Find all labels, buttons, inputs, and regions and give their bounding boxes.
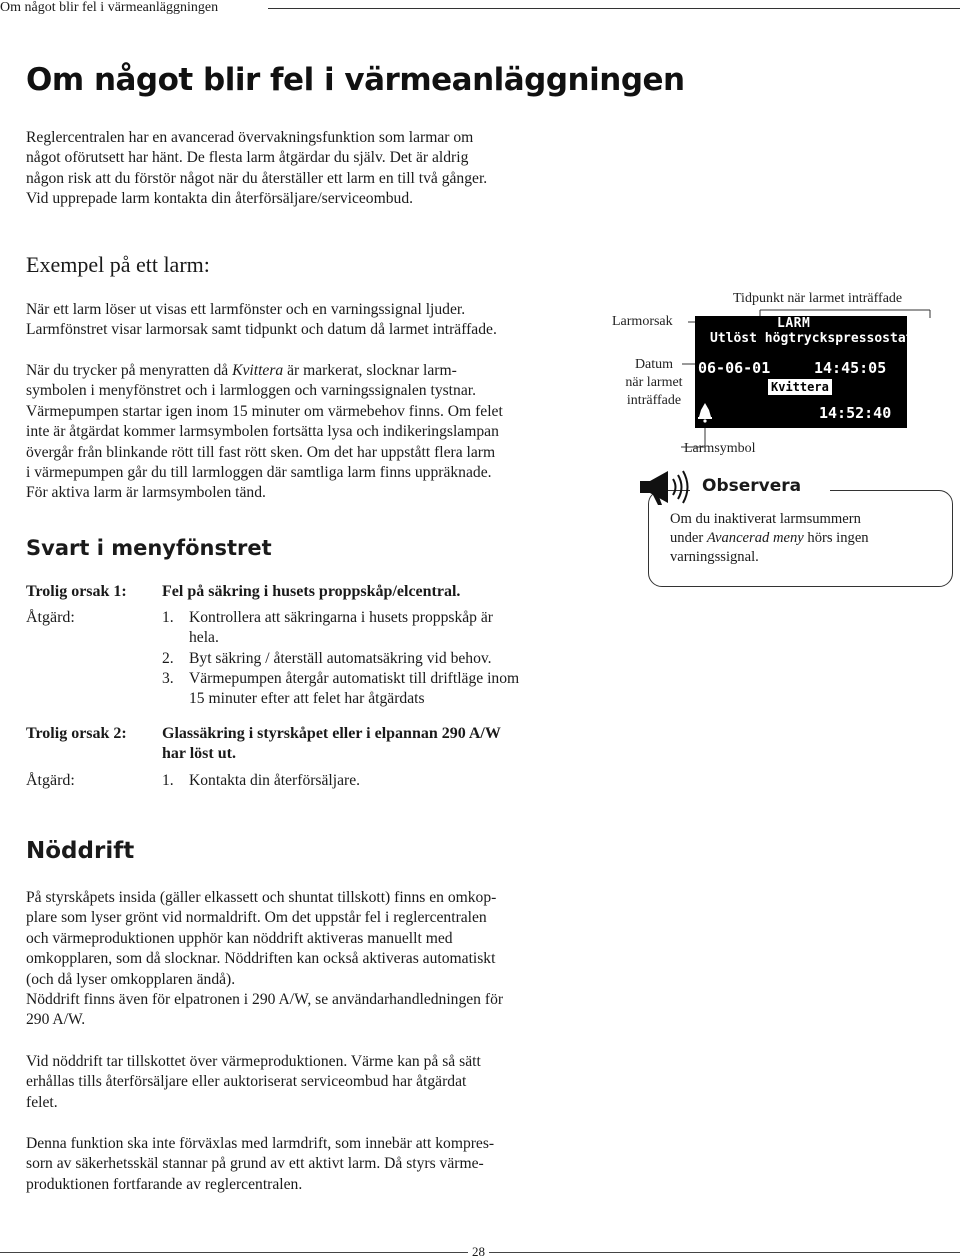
display-current-time: 14:52:40: [819, 404, 892, 422]
example-heading: Exempel på ett larm:: [26, 252, 210, 277]
display-title: LARM: [777, 316, 811, 331]
paragraph-line: Vid nöddrift tar tillskottet över värmeproduktionen. Värme kan på så sätt: [26, 1053, 481, 1070]
item-line: hela.: [189, 629, 219, 647]
paragraph-line: och värmeproduktionen upphör kan nöddrift aktiveras manuellt med: [26, 929, 453, 947]
kvittera-term: Kvittera: [232, 362, 284, 379]
cause-line: Glassäkring i styrskåpet eller i elpannan 290 A/W: [162, 725, 501, 742]
display-date: 06-06-01: [698, 359, 771, 377]
item-line: Kontrollera att säkringarna i husets proppskåp är: [189, 609, 493, 626]
cause-1-label: Trolig orsak 1:: [26, 583, 127, 600]
text-run: När du trycker på menyratten då: [26, 362, 233, 379]
page-title: Om något blir fel i värmeanläggningen: [26, 62, 685, 98]
action-item: [162, 669, 602, 710]
label-alarm-cause: Larmorsak: [612, 314, 673, 329]
label-line: inträffade: [626, 393, 682, 408]
item-number: 3.: [162, 670, 174, 687]
paragraph-line: Denna funktion ska inte förväxlas med larmdrift, som innebär att kompres-: [26, 1135, 495, 1152]
display-ack-button[interactable]: Kvittera: [768, 379, 832, 395]
example-line: i värmepumpen går du till larmloggen där samtliga larm finns uppräknade.: [26, 464, 492, 482]
paragraph-line: felet.: [26, 1093, 58, 1111]
alarm-bell-icon: [695, 401, 715, 423]
avancerad-meny-term: Avancerad meny: [706, 530, 804, 546]
item-line: 15 minuter efter att felet har åtgärdats: [189, 690, 425, 708]
example-line: övergår från blinkande rött till fast rött sken. Om det har uppstått flera larm: [26, 443, 496, 461]
action-item: [162, 608, 582, 649]
observera-line: [670, 529, 940, 548]
label-alarm-symbol: Larmsymbol: [684, 441, 756, 456]
cause-1-text: Fel på säkring i husets proppskåp/elcentral.: [162, 583, 461, 600]
label-line: Datum: [634, 357, 674, 372]
action-item: [162, 771, 582, 791]
emergency-paragraph-3: [26, 1134, 586, 1195]
item-line: Värmepumpen återgår automatiskt till driftläge inom: [189, 670, 520, 687]
item-line: Byt säkring / återställ automatsäkring vid behov.: [189, 650, 492, 667]
paragraph-line: plare som lyser grönt vid normaldrift. Om det uppstår fel i reglercentralen: [26, 909, 487, 927]
observera-line: varningssignal.: [670, 549, 759, 565]
item-line: Kontakta din återförsäljare.: [189, 772, 361, 789]
text-run: är markerat, slocknar larm-: [283, 362, 457, 379]
example-line: Larmfönstret visar larmorsak samt tidpunkt och datum då larmet inträffade.: [26, 321, 497, 339]
action-item: [162, 649, 582, 669]
paragraph-line: På styrskåpets insida (gäller elkassett och shuntat tillskott) finns en omkop-: [26, 889, 497, 906]
intro-line: Reglercentralen har en avancerad övervakningsfunktion som larmar om: [26, 129, 474, 146]
section-heading-emergency-mode: Nöddrift: [26, 838, 135, 864]
cause-2-label: Trolig orsak 2:: [26, 725, 127, 742]
example-line: Värmepumpen startar igen inom 15 minuter om värmebehov finns. Om felet: [26, 402, 503, 420]
text-run: under: [670, 530, 707, 546]
paragraph-line: produktionen fortfarande av reglercentralen.: [26, 1175, 303, 1193]
example-line: När ett larm löser ut visas ett larmfönster och en varningssignal ljuder.: [26, 301, 466, 318]
label-alarm-time: Tidpunkt när larmet inträffade: [733, 291, 903, 306]
display-time: 14:45:05: [814, 359, 887, 377]
intro-line: Vid upprepade larm kontakta din återförsäljare/serviceombud.: [26, 190, 414, 208]
paragraph-line: sorn av säkerhetsskäl stannar på grund av ett aktivt larm. Då styrs värme-: [26, 1155, 484, 1173]
intro-line: någon risk att du förstör något när du återställer ett larm en till två gånger.: [26, 169, 488, 187]
observera-title: Observera: [702, 476, 802, 496]
display-alarm-cause: Utlöst högtryckspressostat: [710, 331, 914, 346]
item-number: 1.: [162, 609, 174, 626]
action-2-label: Åtgärd:: [26, 772, 75, 789]
alarm-display: [695, 316, 914, 428]
emergency-paragraph-1: [26, 888, 586, 1031]
running-header: Om något blir fel i värmeanläggningen: [0, 0, 219, 15]
section-heading-black-screen: Svart i menyfönstret: [26, 536, 272, 560]
page-number: 28: [468, 1244, 489, 1260]
cause-line: har löst ut.: [162, 745, 236, 763]
paragraph-line: 290 A/W.: [26, 1011, 86, 1029]
intro-line: något oförutsett har hänt. De flesta larm åtgärdar du själv. Det är aldrig: [26, 149, 469, 167]
item-number: 2.: [162, 650, 174, 667]
item-number: 1.: [162, 772, 174, 789]
paragraph-line: omkopplaren, som då slocknar. Nöddriften kan också aktiveras automatiskt: [26, 950, 496, 968]
cause-2-text: [162, 724, 592, 765]
paragraph-line: (och då lyser omkopplaren ändå).: [26, 970, 236, 988]
emergency-paragraph-2: [26, 1052, 586, 1113]
action-1-label: Åtgärd:: [26, 609, 75, 626]
megaphone-icon: [638, 465, 694, 509]
paragraph-line: Nöddrift finns även för elpatronen i 290 A/W, se användarhandledningen för: [26, 991, 504, 1009]
example-line: inte är åtgärdat kommer larmsymbolen fortsätta lysa och indikeringslampan: [26, 423, 499, 441]
paragraph-line: erhållas tills återförsäljare eller auktoriserat serviceombud har åtgärdat: [26, 1073, 467, 1091]
text-run: hörs ingen: [803, 530, 869, 546]
observera-text: [670, 510, 940, 567]
example-line: För aktiva larm är larmsymbolen tänd.: [26, 484, 266, 502]
example-line: symbolen i menyfönstret och i larmloggen och varningssignalen tystnar.: [26, 382, 476, 400]
observera-line: Om du inaktiverat larmsummern: [670, 511, 861, 527]
label-line: när larmet: [625, 375, 683, 390]
